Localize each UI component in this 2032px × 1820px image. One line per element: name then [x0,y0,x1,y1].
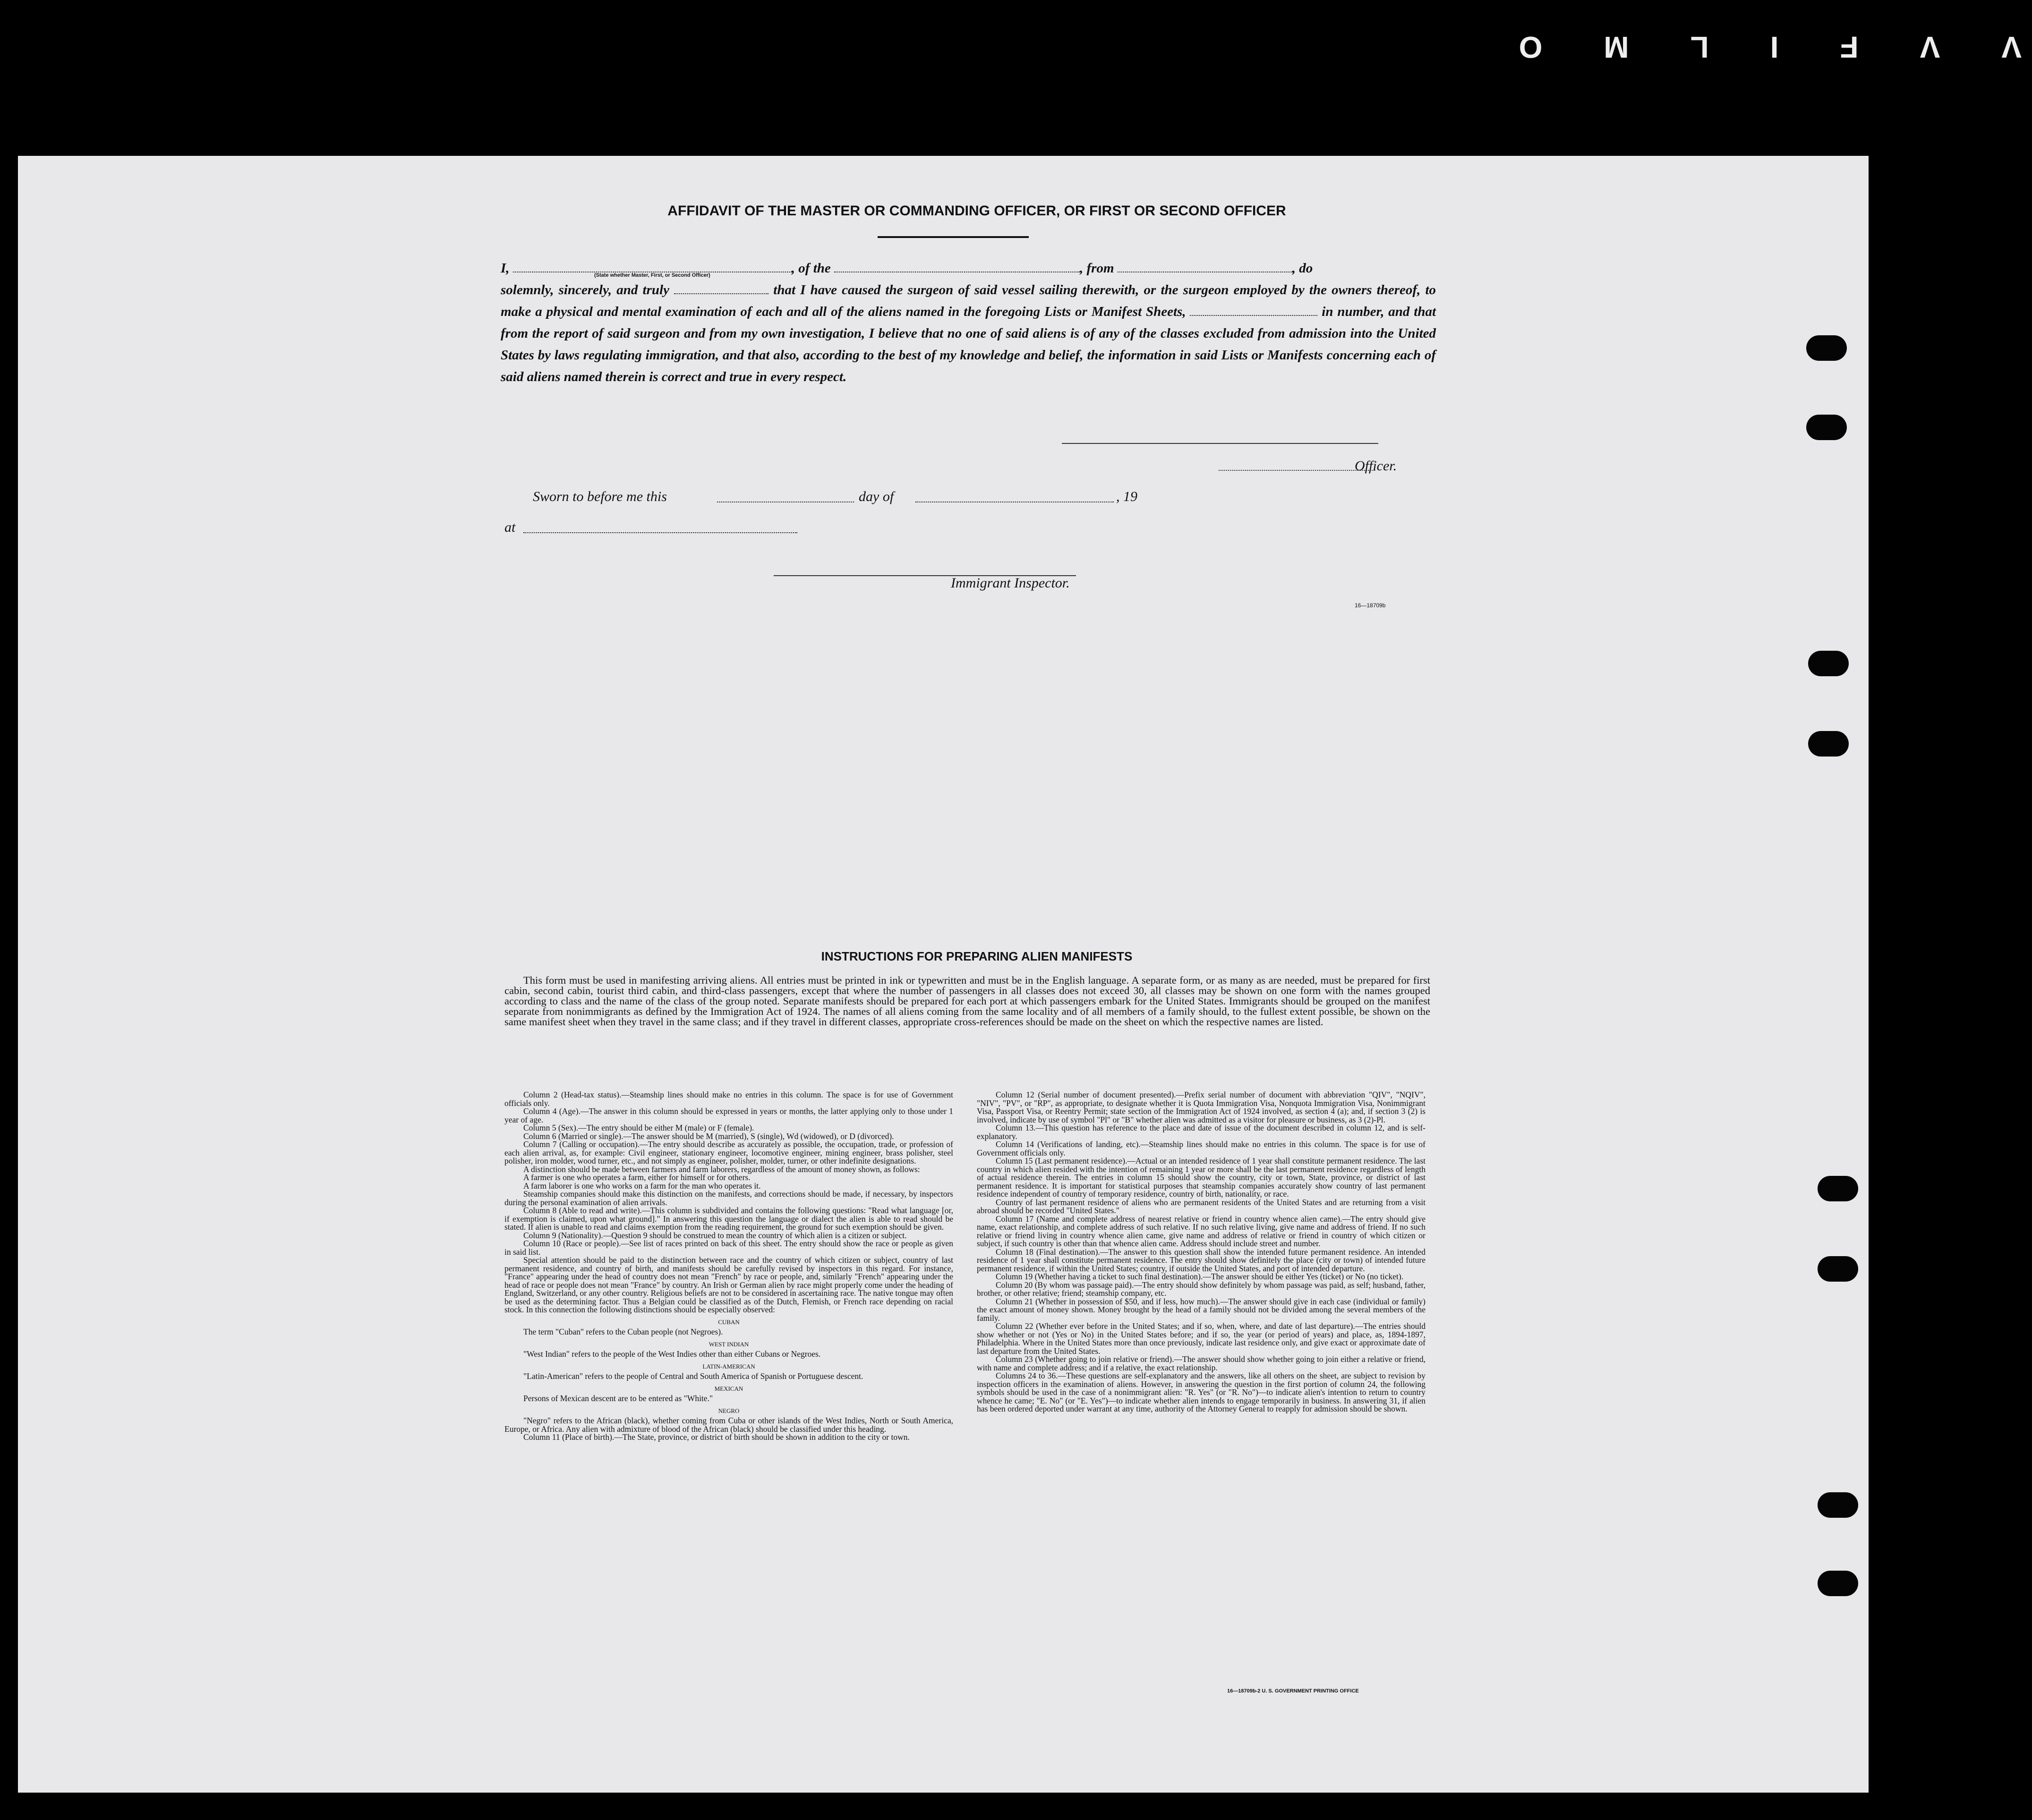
instruction-paragraph: Column 19 (Whether having a ticket to such final destination).—The answer should be either Yes (ticket) or No (no ticket). [996,1272,1404,1281]
printing-office-note: 16—18709b-2 U. S. GOVERNMENT PRINTING OFFICE [1227,1688,1359,1694]
instruction-paragraph: Column 7 (Calling or occupation).—The entry should describe as accurately as possible, the occupation, trade, or profession of each alien arrival, as, for example: Civil engineer, stationary engineer, locomotive engineer, mining engineer, brass polisher, steel polisher, iron molder, wood turner, etc., and not simply as engineer, polisher, molder, turner, or other indefinite designations. [504,1140,953,1165]
instruction-paragraph: A farm laborer is one who works on a farm for the man who operates it. [523,1181,761,1191]
affidavit-rest: in number, and that from the report of said surgeon and from my own investigation, I believe that no one of said aliens is of any of the classes excluded from admission into the United States by laws regulating immigration, and that also, according to the best of my knowledge and belief, the information in said Lists or Manifests concerning each of said aliens named therein is correct and true in every respect. [501,304,1436,384]
instruction-paragraph: Column 11 (Place of birth).—The State, province, or district of birth should be shown in addition to the city or town. [523,1432,910,1442]
sworn-day-field[interactable] [717,491,854,502]
affidavit-title: AFFIDAVIT OF THE MASTER OR COMMANDING OFFICER, OR FIRST OR SECOND OFFICER [667,203,1286,219]
film-mark: M [1585,30,1629,64]
film-mark: V [1901,30,1940,64]
film-mark: F [1821,30,1859,64]
definition-text: "West Indian" refers to the people of the West Indies other than either Cubans or Negroes. [523,1349,821,1359]
punch-hole [1818,1176,1858,1201]
instructions-title: INSTRUCTIONS FOR PREPARING ALIEN MANIFESTS [821,949,1133,963]
affidavit-i: I, [501,261,510,276]
truly-field[interactable] [674,283,768,294]
punch-hole [1808,731,1849,757]
instruction-paragraph: Special attention should be paid to the distinction between race and the country of which citizen or subject, country of last permanent residence, and country of birth, and manifests should be carefully revised by inspectors in this regard. For instance, "France" appearing under the head of country does not mean "French" by race or people, and, similarly "French" appearing under the head of race or people does not mean "France" by country. An Irish or German alien by race might properly come under the heading of England, Switzerland, or any other country. Religious beliefs are not to be considered in ascertaining race. The native tongue may often be used as the determining factor. Thus a Belgian could be classified as of the Dutch, Flemish, or French race depending on racial stock. In this connection the following distinctions should be especially observed: [504,1255,953,1314]
instruction-paragraph: Column 2 (Head-tax status).—Steamship lines should make no entries in this column. The space is for use of Government officials only. [504,1090,953,1108]
definition-heading: CUBAN [718,1318,740,1326]
punch-hole [1818,1256,1858,1282]
document-sheet [18,156,1869,1793]
instruction-paragraph: Column 14 (Verifications of landing, etc).—Steamship lines should make no entries in this column. The space is for use of Government officials only. [977,1140,1426,1157]
instruction-paragraph: A farmer is one who operates a farm, either for himself or for others. [523,1173,751,1182]
year-label: , 19 [1116,489,1137,504]
instruction-paragraph: Column 5 (Sex).—The entry should be either M (male) or F (female). [523,1123,754,1132]
film-mark: L [1671,30,1709,64]
punch-hole [1806,335,1847,361]
instruction-paragraph: A distinction should be made between farmers and farm laborers, regardless of the amount of money shown, as follows: [523,1164,920,1174]
instruction-paragraph: Country of last permanent residence of aliens who are permanent residents of the United States and are returning from a visit abroad should be recorded "United States." [977,1197,1426,1215]
sworn-place-field[interactable] [523,522,797,533]
instruction-paragraph: Column 10 (Race or people).—See list of races printed on back of this sheet. The entry should show the race or people as given in said list. [504,1239,953,1257]
instruction-paragraph: Column 17 (Name and complete address of nearest relative or friend in country whence alien came).—The entry should give name, exact relationship, and complete address of such relative. If no such relative living, give name and address of friend. If no such relative or friend living in country whence alien came, give name and address of relative or friend in country of which citizen or subject, if such country is other than that whence alien came. Address should include street and number. [977,1214,1426,1248]
instructions-intro: This form must be used in manifesting arriving aliens. All entries must be printed in ink or typewritten and must be in the English language. A separate form, or as many as are needed, must be prepared for first cabin, second cabin, tourist third cabin, and third-class passengers, except that where the number of passengers in all classes does not exceed 30, all classes may be shown on one form with the names grouped according to class and the name of the class of the group noted. Separate manifests should be prepared for each port at which passengers embark for the United States. Immigrants should be grouped on the manifest separate from nonimmigrants as defined by the Immigration Act of 1924. The names of all aliens coming from the same locality and of all members of a family should, to the fullest extent possible, be shown on the same manifest sheet when they travel in the same class; and if they travel in different classes, appropriate cross-references should be made on the sheet on which the respective names are listed. [504,974,1430,1028]
definition-heading: NEGRO [718,1407,740,1414]
punch-hole [1806,415,1847,440]
instruction-paragraph: Column 23 (Whether going to join relative or friend).—The answer should show whether going to join either a relative or friend, with name and complete address; and if a relative, the exact relationship. [977,1354,1426,1372]
definition-text: Persons of Mexican descent are to be entered as "White." [523,1394,713,1403]
instructions-left-column [504,1091,953,1442]
instruction-paragraph: Column 9 (Nationality).—Question 9 should be construed to mean the country of which alien is a citizen or subject. [523,1230,907,1240]
definition-heading: MEXICAN [714,1385,743,1392]
punch-hole [1818,1492,1858,1518]
definition-text: The term "Cuban" refers to the Cuban people (not Negroes). [523,1327,723,1336]
definition-text: "Latin-American" refers to the people of Central and South America of Spanish or Portuguese descent. [523,1371,863,1381]
officer-label: Officer. [1355,458,1397,474]
instruction-paragraph: Columns 24 to 36.—These questions are self-explanatory and the answers, like all others on the sheet, are subject to revision by inspection officers in the examination of aliens. However, in answering the question in the first portion of column 24, the following symbols should be used in the case of a nonimmigrant alien: "R. Yes" (or "R. No")—to indicate alien's intention to return to country whence he came; "E. No" (or "E. Yes")—to indicate whether alien intends to engage temporarily in business. In answering 31, if alien has been ordered deported under warrant at any time, authority of the Attorney General to reapply for admission should be shown. [977,1371,1426,1413]
instruction-paragraph: Column 8 (Able to read and write).—This column is subdivided and contains the following questions: "Read what language [or, if exemption is claimed, upon what ground]." In answering this question the language or dialect the alien is able to read should be stated. If alien is unable to read and claims exemption from the reading requirement, the ground for such exemption should be given. [504,1206,953,1232]
film-frame-marks [1500,28,2022,66]
at-label: at [504,519,516,535]
punch-hole [1808,651,1849,676]
film-mark: V [1982,30,2022,64]
definition-heading: LATIN-AMERICAN [702,1362,755,1370]
officer-signature-line[interactable] [1062,443,1378,444]
affidavit-solemnly: solemnly, sincerely, and truly [501,282,669,298]
instruction-paragraph: Column 20 (By whom was passage paid).—The entry should show definitely by whom passage was paid, as self; husband, father, brother, or other relative; friend; steamship company, etc. [977,1280,1426,1298]
officer-title-line[interactable] [1219,470,1375,471]
film-mark: O [1500,30,1543,64]
state-note: (State whether Master, First, or Second Officer) [594,272,710,278]
inspector-label: Immigrant Inspector. [951,575,1070,591]
title-rule [878,236,1029,238]
instruction-paragraph: Column 12 (Serial number of document presented).—Prefix serial number of document with abbreviation "QIV", "NQIV", "NIV", "PV", or "RP", as appropriate, to designate whether it is Quota Immigration Visa, Nonquota Immigration Visa, Nonimmigrant Visa, Passport Visa, or Reentry Permit; state section of the Immigration Act of 1924 involved, as section 4 (a); and, if section 3 (2) is involved, indicate by use of symbol "Pl" or "B" whether alien was admitted as a visitor for pleasure or business, as 3 (2)-Pl. [977,1090,1426,1124]
affidavit-of-the: , of the [791,261,831,276]
number-field[interactable] [1190,305,1317,316]
instruction-paragraph: Column 21 (Whether in possession of $50, and if less, how much).—The answer should give in each case (individual or family) the exact amount of money shown. Money brought by the head of a family should not be divided among the several members of the family. [977,1296,1426,1323]
instruction-paragraph: Column 13.—This question has reference to the place and date of issue of the document described in column 12, and is self-explanatory. [977,1123,1426,1141]
sworn-month-field[interactable] [915,491,1114,502]
instruction-paragraph: Column 15 (Last permanent residence).—Actual or an intended residence of 1 year shall constitute permanent residence. The last country in which alien resided with the intention of remaining 1 year or more shall be the last permanent residence regardless of length of actual residence therein. The entries in column 15 should show the country, city or town, State, province, or district of last permanent residence. It is important for statistical purposes that steamship companies accurately show country of last permanent residence independent of country of temporary residence, country of birth, nationality, or race. [977,1156,1426,1199]
instruction-paragraph: Column 22 (Whether ever before in the United States; and if so, when, where, and date of last departure).—The entries should show whether or not (Yes or No) in the United States before; and if so, the year (or period of years) and place, as, 1894-1897, Philadelphia. Where in the United States more than once previously, indicate last residence only, and give exact or approximate date of last departure from the United States. [977,1321,1426,1356]
instructions-right-column [977,1091,1426,1413]
port-field[interactable] [1118,261,1292,272]
punch-hole [1818,1571,1858,1596]
form-number: 16—18709b [1355,602,1386,609]
instruction-paragraph: Steamship companies should make this distinction on the manifests, and corrections should be made, if necessary, by inspectors during the personal examination of alien arrivals. [504,1189,953,1207]
definition-heading: WEST INDIAN [709,1340,749,1348]
day-of-label: day of [859,489,894,504]
master-field[interactable] [513,261,792,272]
instruction-paragraph: Column 6 (Married or single).—The answer should be M (married), S (single), Wd (widowed), or D (divorced). [523,1131,894,1141]
affidavit-from: , from [1080,261,1114,276]
instruction-paragraph: Column 4 (Age).—The answer in this column should be expressed in years or months, the latter applying only to those under 1 year of age. [504,1106,953,1124]
definition-text: "Negro" refers to the African (black), whether coming from Cuba or other islands of the West Indies, North or South America, Europe, or Africa. Any alien with admixture of blood of the African (black) should be classified under this heading. [504,1416,953,1434]
sworn-label: Sworn to before me this [533,489,667,504]
instruction-paragraph: Column 18 (Final destination).—The answer to this question shall show the intended future permanent residence. An intended residence of 1 year shall constitute permanent residence. The entry should show definitely the place (city or town) of intended future permanent residence, if within the United States; country, if outside the United States, and port of intended departure. [977,1247,1426,1273]
film-mark: I [1751,30,1779,64]
vessel-field[interactable] [834,261,1080,272]
affidavit-do: , do [1292,261,1313,276]
affidavit-surgeon: that I have caused the surgeon of said vessel sailing therewith, or the surgeon employed by the owners thereof, to make a physical and mental examination of each and all of the aliens named in the foregoing Lists or Manifest Sheets, [501,282,1436,319]
